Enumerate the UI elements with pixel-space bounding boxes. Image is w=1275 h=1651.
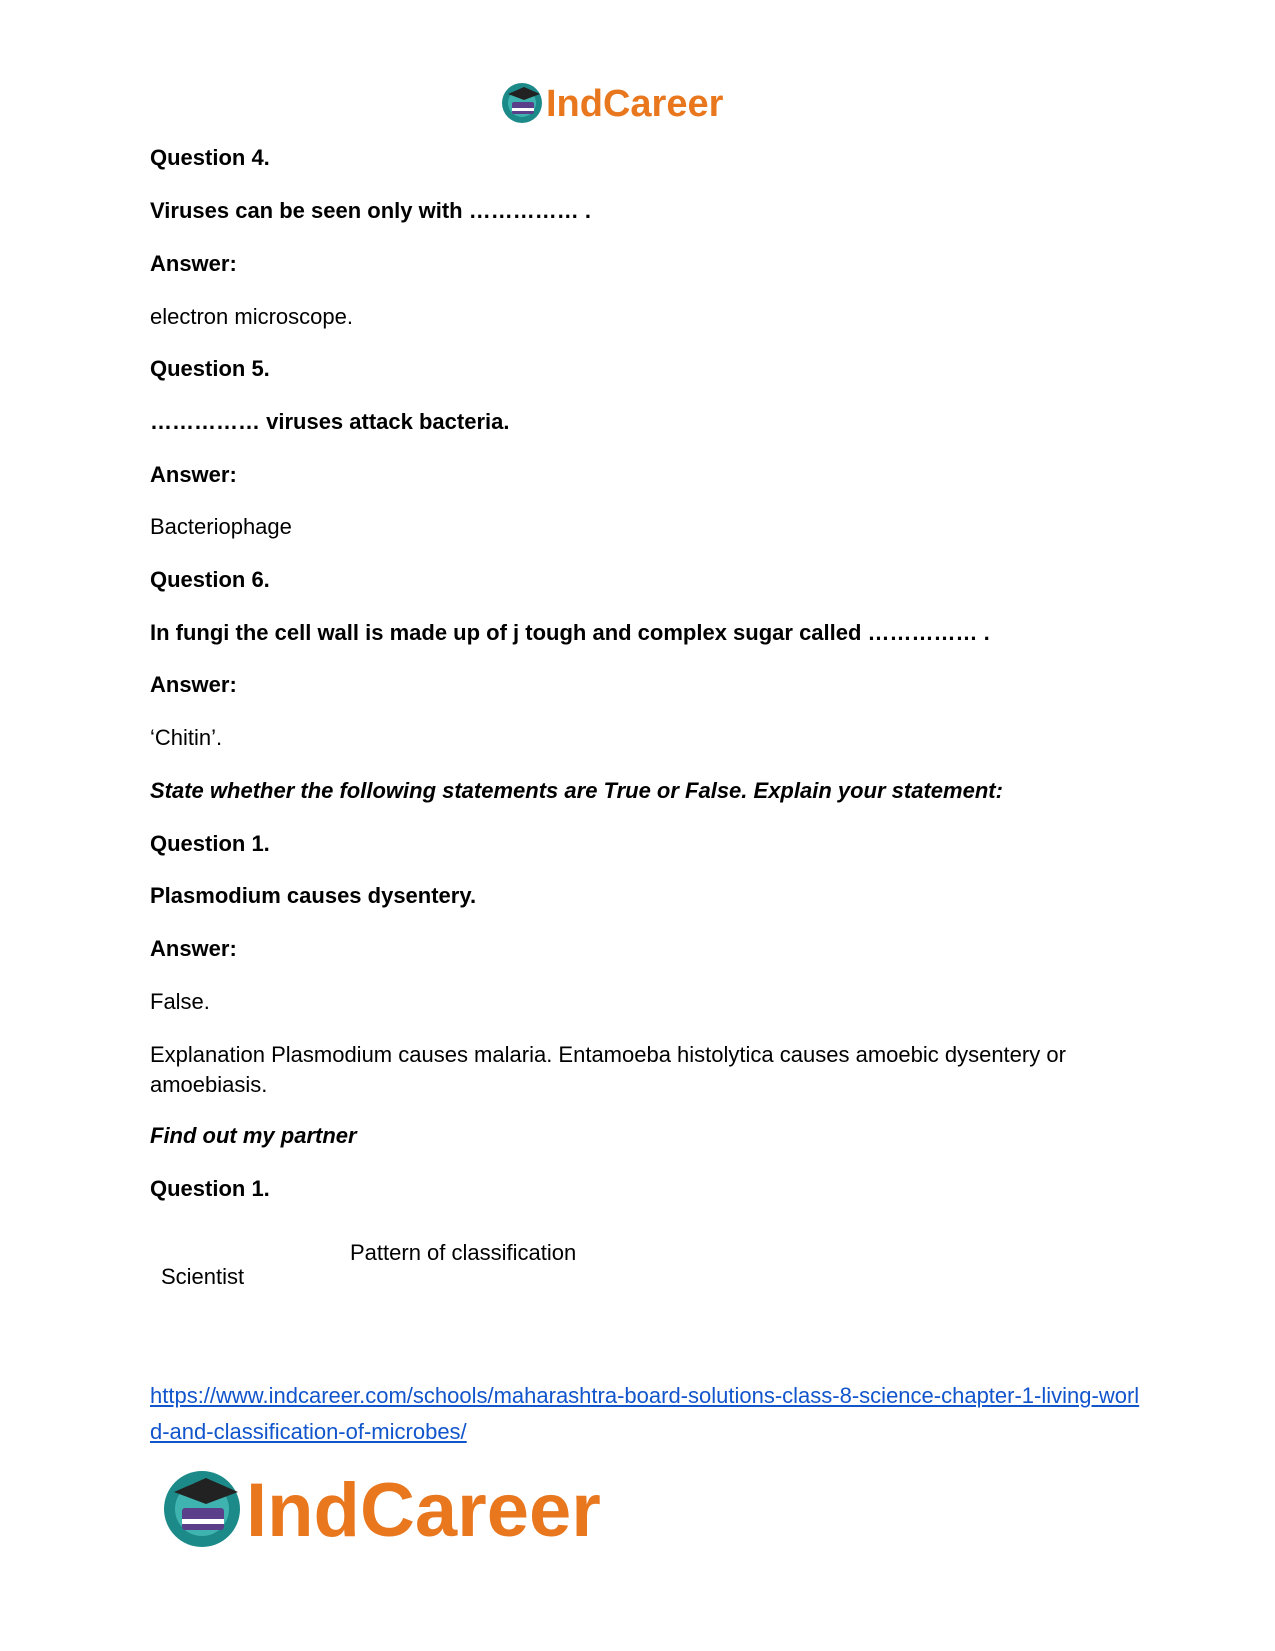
- question-4-label: Question 4.: [150, 145, 270, 170]
- question-1-label: Question 1.: [150, 831, 270, 856]
- logo-text: IndCareer: [246, 1468, 601, 1553]
- logo-text: IndCareer: [546, 83, 724, 125]
- answer-label: Answer:: [150, 936, 237, 961]
- answer-label: Answer:: [150, 462, 237, 487]
- question-5-text: …………… viruses attack bacteria.: [150, 409, 510, 434]
- question-6-text: In fungi the cell wall is made up of j tough and complex sugar called …………… .: [150, 620, 990, 645]
- table-header-scientist: Scientist: [161, 1264, 245, 1289]
- question-1-text: Plasmodium causes dysentery.: [150, 883, 477, 908]
- answer-text: False.: [150, 989, 210, 1014]
- question-4-text: Viruses can be seen only with …………… .: [150, 198, 591, 223]
- indcareer-logo-bottom: [160, 1464, 700, 1554]
- table-header-pattern: Pattern of classification: [350, 1240, 577, 1265]
- answer-label: Answer:: [150, 672, 237, 697]
- indcareer-logo-top: [500, 78, 770, 128]
- answer-text: electron microscope.: [150, 304, 353, 329]
- answer-label: Answer:: [150, 251, 237, 276]
- question-6-label: Question 6.: [150, 567, 270, 592]
- question-1-label: Question 1.: [150, 1176, 270, 1201]
- question-5-label: Question 5.: [150, 356, 270, 381]
- answer-text: Bacteriophage: [150, 514, 292, 539]
- section-heading-partner: Find out my partner: [150, 1123, 357, 1148]
- answer-text: ‘Chitin’.: [150, 725, 223, 750]
- source-link[interactable]: https://www.indcareer.com/schools/maharashtra-board-solutions-class-8-science-chapter-1-living-world-and-classification-of-microbes/: [150, 1383, 1140, 1444]
- explanation-text: Explanation Plasmodium causes malaria. Entamoeba histolytica causes amoebic dysentery or amoebiasis.: [150, 1042, 1066, 1097]
- section-heading-true-false: State whether the following statements are True or False. Explain your statement:: [150, 778, 1003, 803]
